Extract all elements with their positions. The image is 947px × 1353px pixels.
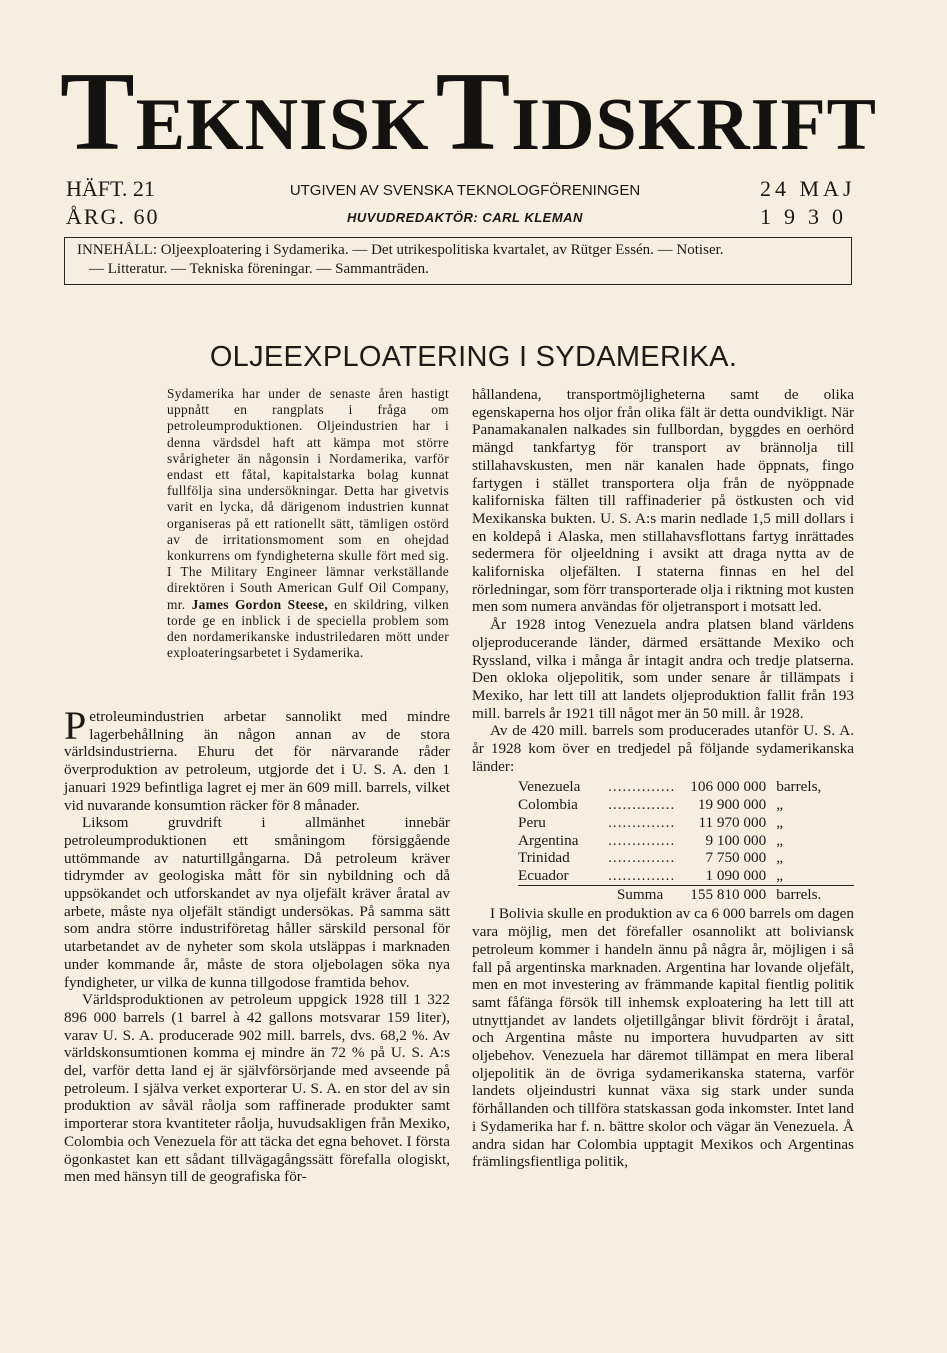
- production-country: Argentina: [518, 831, 579, 849]
- production-sum-row: [518, 885, 854, 903]
- production-country: Venezuela: [518, 778, 581, 796]
- production-row: [518, 814, 854, 832]
- production-country: Peru: [518, 813, 546, 831]
- editor: HUVUDREDAKTÖR: CARL KLEMAN: [347, 210, 583, 225]
- production-unit: barrels,: [776, 778, 822, 796]
- sum-unit: barrels.: [776, 885, 854, 903]
- production-value: 19 900 000: [697, 796, 767, 814]
- leader-dots: ..............: [608, 813, 676, 831]
- right-paragraph-1: hållandena, transportmöjligheterna samt de olika egenskaperna hos oljor från olika fält är detta oundvikligt. När Panamakanalen nalkades sin fullbordan, byggdes en oerhörd mängd tankfartyg för transport av brännolja till stillahavskusten, men när kanalen hade öppnats, fingo fartygen i stället transportera olja från de nyöppnade kaliforniska fälten till raffinaderier på östkusten och vid Mexikanska bukten. U. S. A:s marin nedlade 1,5 mill dollars i en koldepå i Alaska, men stillahavsflottans fartyg inrättades sedermera för oljeeldning i avsikt att draga nytta av de kaliforniska oljefälten. I staterna finnas en hel del rörledningar, som förr transporterade olja i riktning mot kusten men som numera användas för oljetransport i motsatt led.: [472, 386, 854, 616]
- sum-value: 155 810 000: [675, 885, 776, 903]
- lead-text: Sydamerika har under de senaste åren hastigt uppnått en rangplats i fråga om petroleumproduktionen. Oljeindustrien har i denna värdsdel haft att kämpa mot större svårigheter än någonsin i Nordamerika, varför endast ett fåtal, kapitalstarka bolag kunnat fullfölja sina undersökningar. Detta har givetvis varit en lycka, då därigenom industrien kunnat organiseras på ett rationellt sätt, tämligen ostörd av de irritationsmoment som en ohejdad konkurrens om fyndigheterna skulle fört med sig. I The Military Engineer lämnar verkställande direktören i South American Gulf Oil Company, mr.: [167, 386, 449, 612]
- production-unit: „: [776, 813, 783, 831]
- left-paragraph-2: Liksom gruvdrift i allmänhet innebär petroleumproduktionen ett småningom försiggående uttömmande av naturtillgångarna. Då petroleum kräver tidrymder av geologiska mått för sin nybildning och då uppsökandet och utforskandet av nya oljefält kräver åratal av arbete, måste nya oljefält ständigt undersökas. På samma sätt som andra större industriföretag håller särskild personal för utarbetandet av de nyheter som skola utsläppas i marknaden under kommande år, måste de stora oljebolagen söka nya fyndigheter, ur vilka de kunna tillgodose framtida behov.: [64, 814, 450, 991]
- table-of-contents: [64, 237, 852, 285]
- production-value: 7 750 000: [705, 849, 767, 867]
- production-country: Colombia: [518, 796, 578, 814]
- masthead-cap-1: T: [60, 50, 136, 174]
- right-column: [472, 386, 854, 1171]
- production-unit: „: [776, 831, 783, 849]
- production-value: 1 090 000: [705, 866, 767, 884]
- issue-date: 24 MAJ: [760, 176, 856, 201]
- leader-dots: ..............: [608, 849, 676, 867]
- production-country: Ecuador: [518, 866, 569, 884]
- right-paragraph-4: I Bolivia skulle en produktion av ca 6 000 barrels om dagen vara möjlig, men det förefaller osannolikt att boliviansk petroleum kommer i handeln ännu på några år, möjligen i så fall på argentinska marknaden. Argentina har lovande oljefält, men en mot investering av främmande kapital fientlig politik samt fåfänga försök till inhemsk exploatering ha lett till att utnyttjandet av landets oljetillgångar blivit fördröjt i åratal, och Argentina måste nu importera huvudparten av sitt oljebehov. Venezuela har däremot tillämpat en mera liberal oljepolitik än de övriga sydamerikanska staterna, varför landets oljeindustri kunnat växa sig stark under sunda förhållanden och tillföra statskassan goda inkomster. Intet land i Sydamerika har f. n. bättre skolor och vägar än Venezuela. Å andra sidan har Colombia upptagit Mexikos och Argentinas främlingsfientliga politik,: [472, 905, 854, 1171]
- leader-dots: ..............: [608, 831, 676, 849]
- masthead-cap-2: T: [435, 50, 512, 174]
- production-value: 9 100 000: [705, 831, 767, 849]
- contents-line-1: INNEHÅLL: Oljeexploatering i Sydamerika. — Det utrikespolitiska kvartalet, av Rütger Essén. — Notiser.: [77, 242, 724, 258]
- right-paragraph-3: Av de 420 mill. barrels som producerades utanför U. S. A. år 1928 kom över en tredjedel på följande sydamerikanska länder:: [472, 722, 854, 775]
- leader-dots: ..............: [608, 866, 676, 884]
- leader-dots: ..............: [608, 778, 676, 796]
- production-unit: „: [776, 866, 783, 884]
- leader-dots: ..............: [608, 796, 676, 814]
- masthead: [60, 50, 880, 174]
- production-unit: „: [776, 796, 783, 814]
- left-paragraph-1: etroleumindustrien arbetar sannolikt med mindre lagerbehållning än någon annan av de stora världsindustrierna. Ehuru det för närvarande råder överproduktion av petroleum, utgjorde det i U. S. A. den 1 januari 1929 befintliga lagret ej mer än 609 mill. barrels, vilket vid nuvarande konsumtion räcker för 8 månader.: [64, 708, 450, 814]
- production-value: 106 000 000: [690, 778, 767, 796]
- contents-line-2: — Litteratur. — Tekniska föreningar. — Sammanträden.: [89, 261, 429, 277]
- publisher: UTGIVEN AV SVENSKA TEKNOLOGFÖRENINGEN: [289, 182, 641, 199]
- production-row: [518, 832, 854, 850]
- lead-text-end: en skildring, vilken torde ge en inblick i de speciella problem som den nordamerikanske industriledaren mött under exploateringsarbetet i Sydamerika.: [167, 596, 449, 661]
- masthead-word-1: EKNISK: [135, 84, 430, 166]
- production-table: [518, 778, 854, 903]
- right-paragraph-2: År 1928 intog Venezuela andra platsen bland världens oljeproducerande länder, därmed ersättande Mexiko och Ryssland, vilka i många år intagit andra och tredje platserna. Den okloka oljepolitik, som under senare år tillämpats i Mexiko, har lett till att landets oljeproduktion fallit från 193 mill. barrels år 1921 till något mer än 50 mill. år 1928.: [472, 616, 854, 722]
- lead-author: James Gordon Steese,: [191, 596, 328, 612]
- production-value: 11 970 000: [698, 813, 767, 831]
- left-paragraph-3: Världsproduktionen av petroleum uppgick 1928 till 1 322 896 000 barrels (1 barrel à 42 gallons motsvarar 159 liter), varav U. S. A. producerade 902 mill. barrels, dvs. 68,2 %. Av världskonsumtionen komma ej mindre än 72 % på U. S. A:s del, varför detta land ej är självförsörjande med avseende på petroleum. I själva verket exporterar U. S. A. en stor del av sin produktion av såväl råolja som raffinerade produkter samt importerar stora kvantiteter råolja, huvudsakligen från Mexiko, Colombia och Venezuela för att täcka det egna behovet. I första ögonkastet kan ett sådant tillvägagångssätt förefalla ologiskt, men med hänsyn till de geografiska för-: [64, 991, 450, 1186]
- masthead-word-2: IDSKRIFT: [511, 84, 878, 166]
- sum-label: Summa: [518, 885, 675, 903]
- production-country: Trinidad: [518, 849, 570, 867]
- article-lead: [167, 386, 449, 661]
- production-row: [518, 778, 854, 796]
- left-column: [64, 703, 450, 1186]
- issue-number: HÄFT. 21: [66, 176, 155, 201]
- article-title: OLJEEXPLOATERING I SYDAMERIKA.: [209, 341, 738, 373]
- production-row: [518, 796, 854, 814]
- drop-cap: P: [64, 703, 87, 748]
- production-row: [518, 849, 854, 867]
- production-row: [518, 867, 854, 885]
- production-unit: „: [776, 849, 783, 867]
- volume-number: ÅRG. 60: [66, 204, 160, 229]
- issue-year: 1930: [760, 204, 856, 229]
